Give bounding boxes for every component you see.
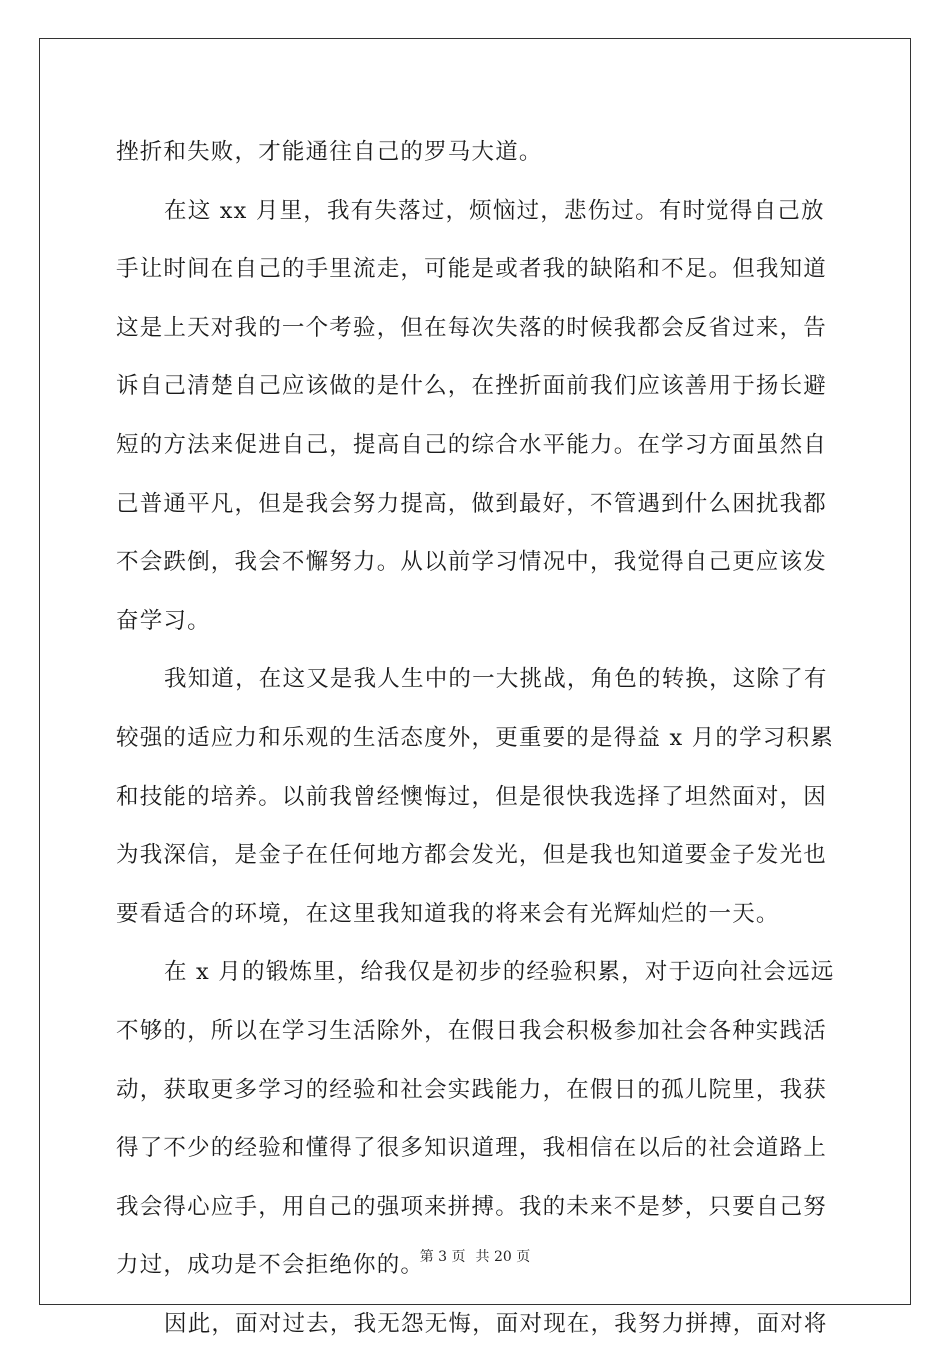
text-line: 要看适合的环境，在这里我知道我的将来会有光辉灿烂的一天。: [116, 900, 780, 927]
page-total: 共 20 页: [475, 1249, 531, 1265]
text-line: 这是上天对我的一个考验，但在每次失落的时候我都会反省过来，告: [116, 314, 828, 341]
text-line: 我知道，在这又是我人生中的一大挑战，角色的转换，这除了有: [164, 666, 828, 693]
document-body: [116, 123, 836, 1353]
text-line: 奋学习。: [116, 607, 211, 634]
text-line: 挫折和失败，才能通往自己的罗马大道。: [116, 139, 543, 165]
text-line: 为我深信，是金子在任何地方都会发光，但是我也知道要金子发光也: [116, 842, 828, 869]
text-line: 不够的，所以在学习生活除外，在假日我会积极参加社会各种实践活: [116, 1017, 828, 1044]
text-line: 不会跌倒，我会不懈努力。从以前学习情况中，我觉得自己更应该发: [116, 549, 828, 576]
page-footer: [0, 1246, 950, 1266]
text-line: 手让时间在自己的手里流走，可能是或者我的缺陷和不足。但我知道: [116, 256, 828, 283]
text-line: 在 x 月的锻炼里，给我仅是初步的经验积累，对于迈向社会远远: [164, 959, 835, 986]
text-line: 得了不少的经验和懂得了很多知识道理，我相信在以后的社会道路上: [116, 1135, 828, 1162]
text-line: 诉自己清楚自己应该做的是什么，在挫折面前我们应该善用于扬长避: [116, 373, 828, 400]
text-line: 短的方法来促进自己，提高自己的综合水平能力。在学习方面虽然自: [116, 431, 828, 458]
text-line: 在这 xx 月里，我有失落过，烦恼过，悲伤过。有时觉得自己放: [164, 197, 825, 224]
text-line: 己普通平凡，但是我会努力提高，做到最好，不管遇到什么困扰我都: [116, 490, 828, 517]
text-line: 动，获取更多学习的经验和社会实践能力，在假日的孤儿院里，我获: [116, 1076, 828, 1103]
text-line: 力过，成功是不会拒绝你的。: [116, 1252, 425, 1279]
text-line: 我会得心应手，用自己的强项来拼搏。我的未来不是梦，只要自己努: [116, 1193, 828, 1220]
text-line: 和技能的培养。以前我曾经懊悔过，但是很快我选择了坦然面对，因: [116, 783, 828, 810]
text-line: 因此，面对过去，我无怨无悔，面对现在，我努力拼搏，面对将: [164, 1310, 828, 1337]
text-line: 较强的适应力和乐观的生活态度外，更重要的是得益 x 月的学习积累: [116, 724, 834, 751]
page-number: 第 3 页: [419, 1249, 466, 1265]
